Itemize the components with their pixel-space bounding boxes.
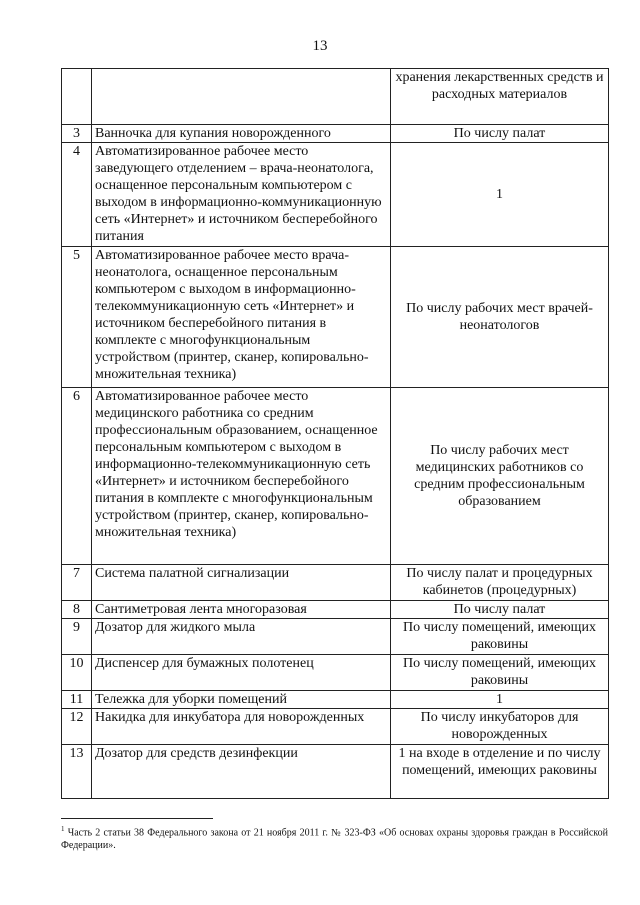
footnote-marker: 1: [61, 825, 65, 833]
equipment-quantity: По числу рабочих мест медицинских работников со средним профессиональным образованием: [391, 388, 609, 565]
table-row: [62, 691, 609, 709]
footnote-text: Часть 2 статьи 38 Федерального закона от 21 ноября 2011 г. № 323-ФЗ «Об основах охраны здоровья граждан в Российской Федерации».: [61, 827, 608, 852]
equipment-name: Ванночка для купания новорожденного: [92, 125, 391, 143]
equipment-quantity: По числу палат: [391, 125, 609, 143]
equipment-table: [61, 68, 609, 799]
table-row: [62, 388, 609, 565]
table-row: [62, 655, 609, 691]
table-row: [62, 619, 609, 655]
table-row: [62, 125, 609, 143]
row-number: 4: [62, 143, 92, 247]
footnote-divider: [61, 818, 213, 819]
equipment-name: Автоматизированное рабочее место заведующего отделением – врача-неонатолога, оснащенное персональным компьютером с выходом в информационно-коммуникационную сеть «Интернет» и источником бесперебойного питания: [92, 143, 391, 247]
equipment-quantity: По числу инкубаторов для новорожденных: [391, 709, 609, 745]
row-number: 5: [62, 247, 92, 388]
row-number: 13: [62, 745, 92, 799]
equipment-name: Диспенсер для бумажных полотенец: [92, 655, 391, 691]
row-number: 12: [62, 709, 92, 745]
equipment-name: [92, 69, 391, 125]
equipment-quantity: 1: [391, 143, 609, 247]
equipment-quantity: 1: [391, 691, 609, 709]
row-number: 3: [62, 125, 92, 143]
equipment-name: Сантиметровая лента многоразовая: [92, 601, 391, 619]
row-number: [62, 69, 92, 125]
equipment-name: Система палатной сигнализации: [92, 565, 391, 601]
row-number: 10: [62, 655, 92, 691]
table-row: [62, 69, 609, 125]
equipment-quantity: хранения лекарственных средств и расходных материалов: [391, 69, 609, 125]
equipment-name: Автоматизированное рабочее место медицинского работника со средним профессиональным образованием, оснащенное персональным компьютером с выходом в информационно-телекоммуникационную сеть «Интернет» и источником бесперебойного питания в комплекте с многофункциональным устройством (принтер, сканер, копировально-множительная техника): [92, 388, 391, 565]
equipment-quantity: По числу помещений, имеющих раковины: [391, 655, 609, 691]
row-number: 6: [62, 388, 92, 565]
table-row: [62, 247, 609, 388]
equipment-name: Дозатор для средств дезинфекции: [92, 745, 391, 799]
table-row: [62, 745, 609, 799]
table-row: [62, 565, 609, 601]
table-row: [62, 143, 609, 247]
page-number: 13: [312, 38, 328, 54]
equipment-name: Дозатор для жидкого мыла: [92, 619, 391, 655]
equipment-quantity: По числу палат: [391, 601, 609, 619]
row-number: 8: [62, 601, 92, 619]
equipment-quantity: По числу палат и процедурных кабинетов (процедурных): [391, 565, 609, 601]
row-number: 9: [62, 619, 92, 655]
equipment-name: Накидка для инкубатора для новорожденных: [92, 709, 391, 745]
table-row: [62, 709, 609, 745]
row-number: 11: [62, 691, 92, 709]
footnote: [61, 823, 608, 852]
equipment-name: Автоматизированное рабочее место врача-неонатолога, оснащенное персональным компьютером с выходом в информационно-телекоммуникационную сеть «Интернет» и источником бесперебойного питания в комплекте с многофункциональным устройством (принтер, сканер, копировально-множительная техника): [92, 247, 391, 388]
equipment-quantity: 1 на входе в отделение и по числу помещений, имеющих раковины: [391, 745, 609, 799]
equipment-name: Тележка для уборки помещений: [92, 691, 391, 709]
row-number: 7: [62, 565, 92, 601]
equipment-quantity: По числу помещений, имеющих раковины: [391, 619, 609, 655]
equipment-quantity: По числу рабочих мест врачей-неонатологов: [391, 247, 609, 388]
table-row: [62, 601, 609, 619]
